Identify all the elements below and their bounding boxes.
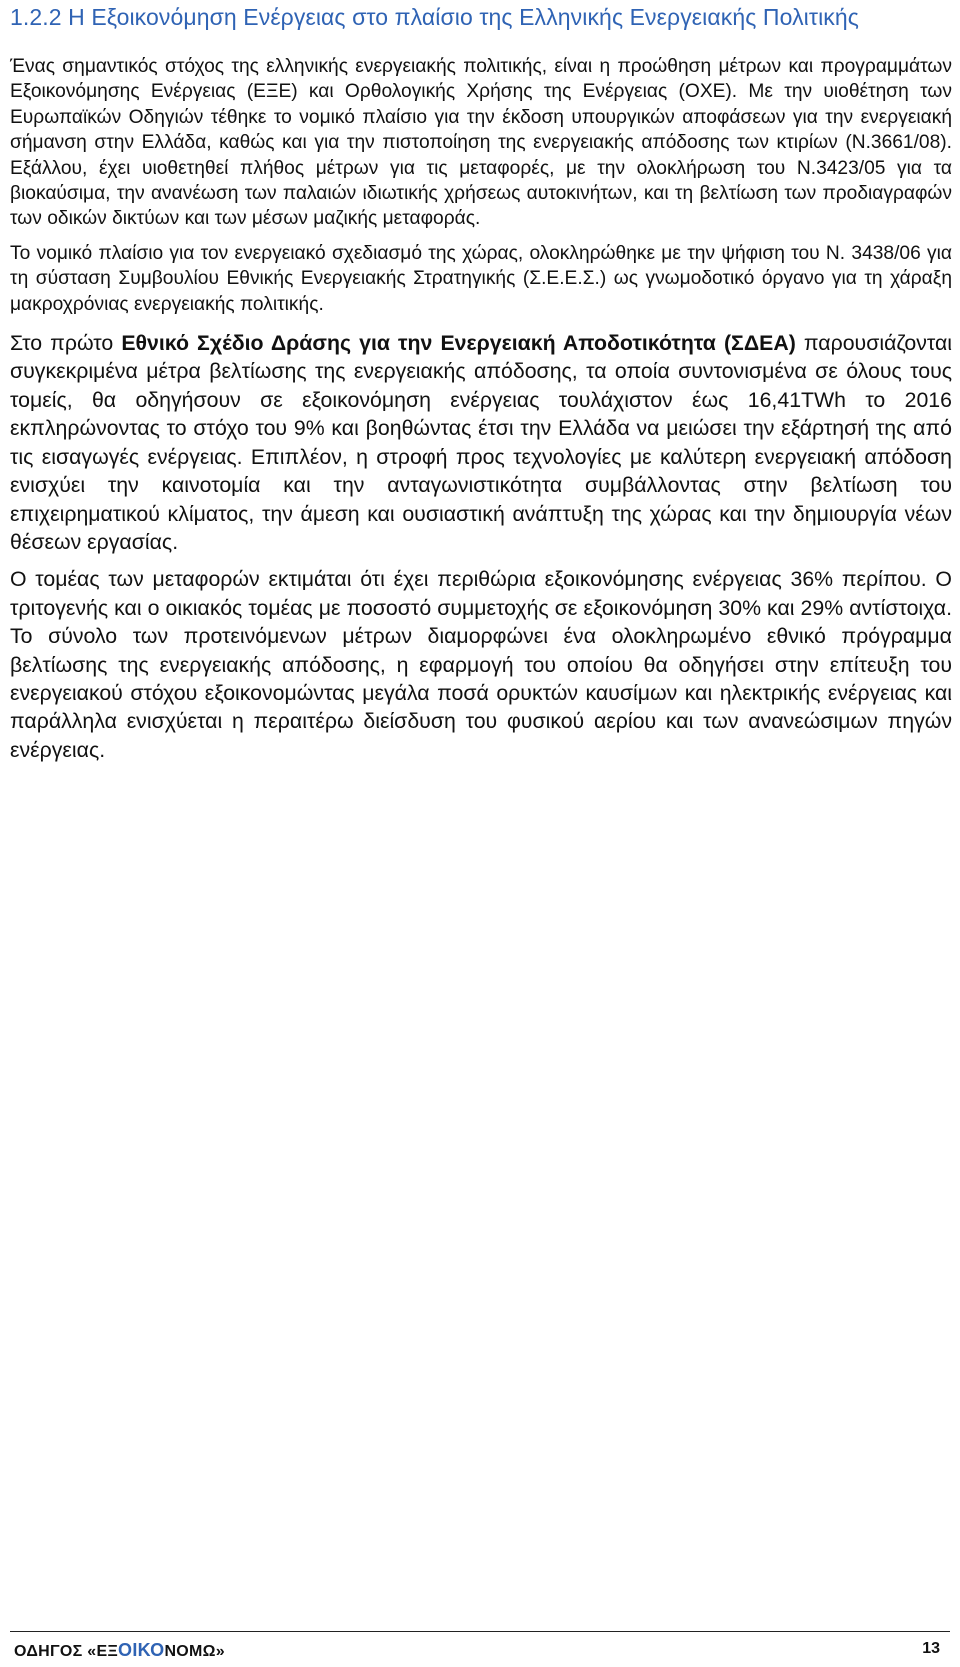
footer-guide-title: [14, 1640, 225, 1661]
action-plan-lead: Στο πρώτο: [10, 331, 122, 356]
footer-title-accent: ΟΙΚΟ: [118, 1640, 165, 1660]
action-plan-rest: παρουσιάζονται συγκεκριμένα μέτρα βελτίωσης της ενεργειακής απόδοσης, τα οποία συντονισμένα σε όλους τους τομείς, θα οδηγήσουν σε εξοικονόμηση ενέργειας τουλάχιστον έως 16,41TWh το 2016 εκπληρώνοντας το στόχο του 9% και βοηθώντας έτσι την Ελλάδα να μειώσει την εξάρτησή της από τις εισαγωγές ενέργειας. Επιπλέον, η στροφή προς τεχνολογίες με καλύτερη ενεργειακή απόδοση ενισχύει την καινοτομία και την ανταγωνιστικότητα συμβάλλοντας στην βελτίωση του επιχειρηματικού κλίματος, την άμεση και ουσιαστική ανάπτυξη της χώρας και την δημιουργία νέων θέσεων εργασίας.: [10, 331, 952, 554]
paragraph-legal-framework: Το νομικό πλαίσιο για τον ενεργειακό σχεδιασμό της χώρας, ολοκληρώθηκε με την ψήφιση του Ν. 3438/06 για τη σύσταση Συμβουλίου Εθνικής Ενεργειακής Στρατηγικής (Σ.Ε.Ε.Σ.) ως γνωμοδοτικό όργανο για τη χάραξη μακροχρόνιας ενεργειακής πολιτικής.: [10, 242, 952, 315]
paragraph-action-plan: [10, 329, 952, 556]
section-heading: 1.2.2 Η Εξοικονόμηση Ενέργειας στο πλαίσιο της Ελληνικής Ενεργειακής Πολιτικής: [10, 4, 859, 30]
page-footer: [0, 1631, 960, 1667]
document-page: [10, 0, 952, 764]
footer-divider: [10, 1631, 950, 1632]
action-plan-name: Εθνικό Σχέδιο Δράσης για την Ενεργειακή Αποδοτικότητα (ΣΔΕΑ): [121, 331, 796, 356]
paragraph-energy-policy: Ένας σημαντικός στόχος της ελληνικής ενεργειακής πολιτικής, είναι η προώθηση μέτρων και προγραμμάτων Εξοικονόμησης Ενέργειας (ΕΞΕ) και Ορθολογικής Χρήσης της Ενέργειας (ΟΧΕ). Με την υιοθέτηση των Ευρωπαϊκών Οδηγιών τέθηκε το νομικό πλαίσιο για την έκδοση υπουργικών αποφάσεων για την ενεργειακή σήμανση στην Ελλάδα, καθώς και για την πιστοποίηση της ενεργειακής απόδοσης των κτιρίων (Ν.3661/08). Εξάλλου, έχει υιοθετηθεί πλήθος μέτρων για τις μεταφορές, με την ολοκλήρωση του Ν.3423/05 για τα βιοκαύσιμα, την ανανέωση των παλαιών ιδιωτικής χρήσεως αυτοκινήτων, και τη βελτίωση των προδιαγραφών των οδικών δικτύων και των μέσων μαζικής μεταφοράς.: [10, 56, 952, 230]
page-number: 13: [922, 1640, 940, 1657]
paragraph-sector-savings: Ο τομέας των μεταφορών εκτιμάται ότι έχει περιθώρια εξοικονόμησης ενέργειας 36% περίπου. Ο τριτογενής και ο οικιακός τομέας με ποσοστό συμμετοχής σε εξοικονόμηση 30% και 29% αντίστοιχα. Το σύνολο των προτεινόμενων μέτρων διαμορφώνει ένα ολοκληρωμένο εθνικό πρόγραμμα βελτίωσης της ενεργειακής απόδοσης, η εφαρμογή του οποίου θα οδηγήσει στην επίτευξη του ενεργειακού στόχου εξοικονομώντας μεγάλα ποσά ορυκτών καυσίμων και ηλεκτρικής ενέργειας και παράλληλα ενισχύεται η περαιτέρω διείσδυση του φυσικού αερίου και των ανανεώσιμων πηγών ενέργειας.: [10, 567, 952, 762]
footer-title-suffix: ΝΟΜΩ»: [164, 1643, 225, 1660]
footer-title-prefix: ΟΔΗΓΟΣ «ΕΞ: [14, 1643, 119, 1660]
